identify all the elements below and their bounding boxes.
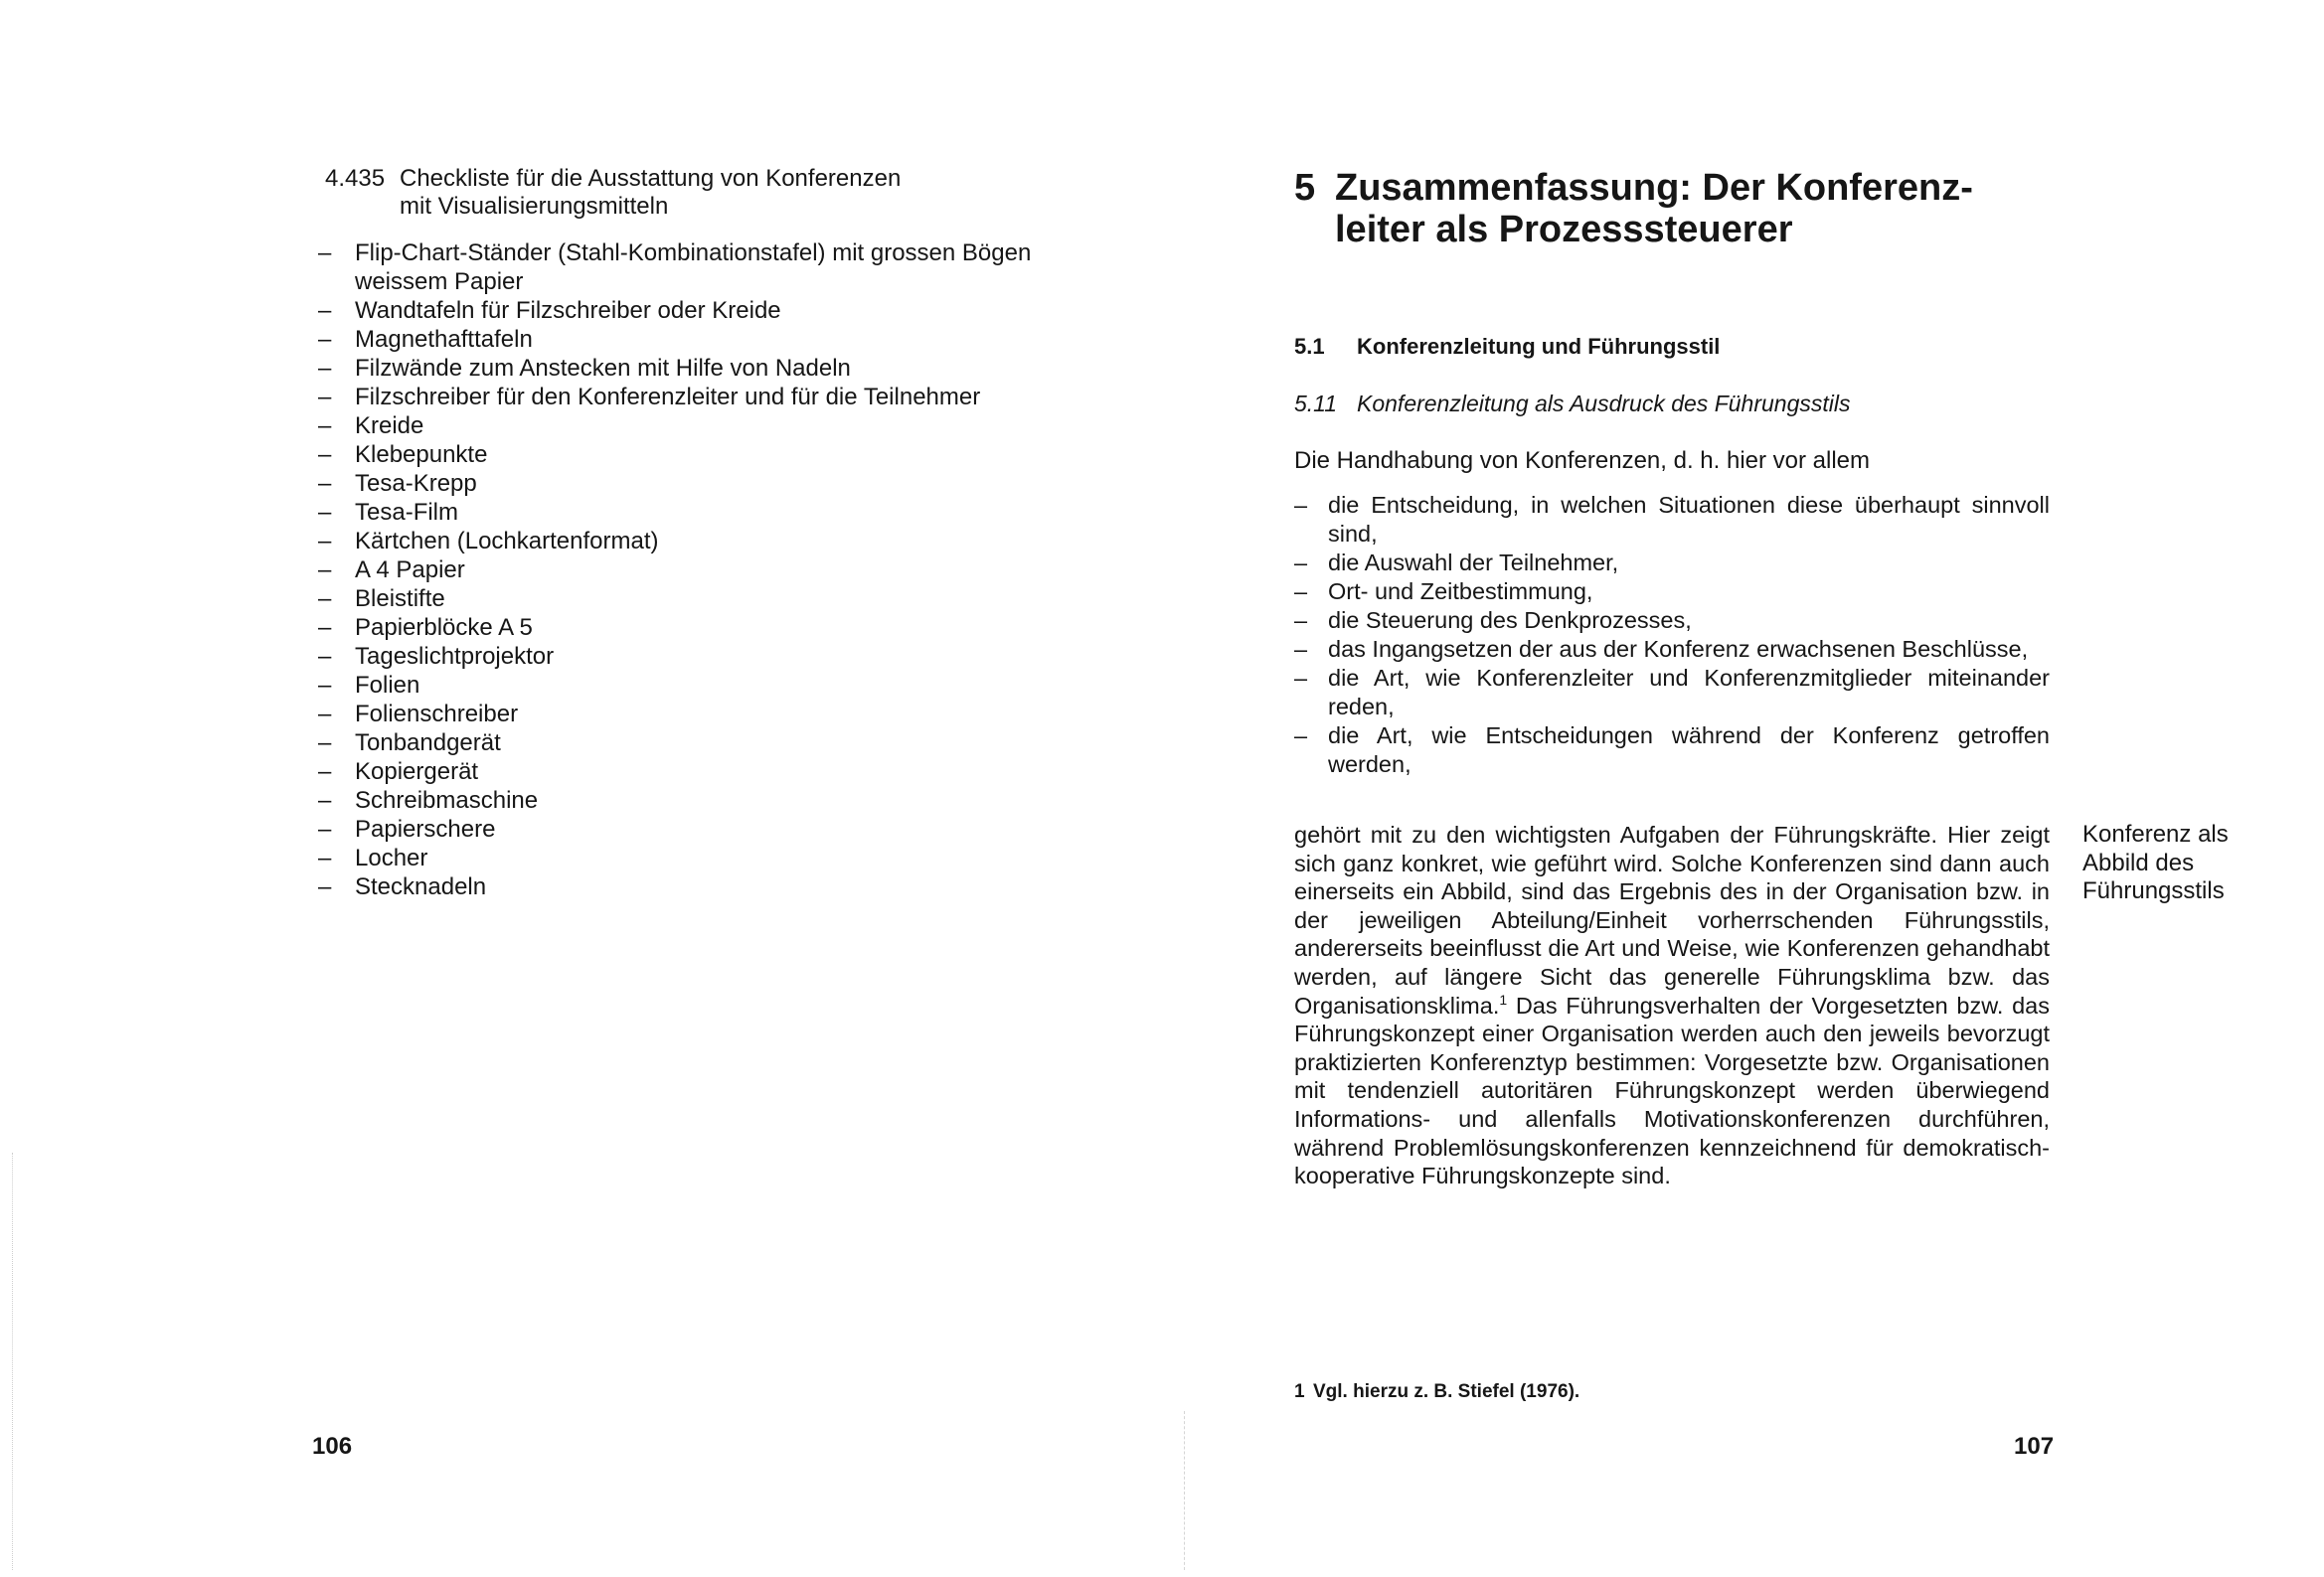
footnote-reference: 1 — [1499, 991, 1508, 1008]
subsection-title: Konferenzleitung als Ausdruck des Führungsstils — [1357, 391, 1851, 416]
checklist-heading — [325, 165, 1041, 221]
list-dash: – — [318, 758, 332, 785]
chapter-title-line1: Zusammenfassung: Der Konferenz- — [1335, 167, 1973, 209]
checklist-item-text: Papierschere — [355, 816, 496, 843]
paragraph-part2: Das Führungsverhalten der Vorgesetzten bzw. das Führungskonzept einer Organisation werden auch den jeweils bevorzugt praktizierten Konferenztyp bestimmen: Vorgesetzte bzw. Organisationen mit tendenziell autoritären Führungskonzept werden überwiegend Informations- und allenfalls Motivationskonferenzen durchführen, während Problemlösungskonferenzen kennzeichnend für demokratisch-kooperative Führungskonzepte sind. — [1294, 992, 2050, 1189]
chapter-title-line2: leiter als Prozesssteuerer — [1335, 209, 1793, 250]
checklist-item-text: Magnethafttafeln — [355, 326, 533, 353]
checklist-item-text: Filzschreiber für den Konferenzleiter und für die Teilnehmer — [355, 384, 981, 410]
list-dash: – — [318, 470, 332, 497]
checklist-item — [318, 296, 1113, 325]
checklist-item — [318, 354, 1113, 383]
aspect-item-text: die Art, wie Entscheidungen während der Konferenz getroffen werden, — [1328, 722, 2050, 777]
checklist-item-text: Folienschreiber — [355, 701, 519, 727]
checklist-item — [318, 325, 1113, 354]
list-dash: – — [318, 499, 332, 526]
scan-edge-artifact — [12, 1153, 31, 1570]
aspect-item — [1294, 635, 2050, 664]
list-dash: – — [318, 412, 332, 439]
list-dash: – — [1294, 636, 1308, 662]
checklist-item-text: Schreibmaschine — [355, 787, 539, 814]
checklist-item — [318, 584, 1113, 613]
checklist-item-text: Kärtchen (Lochkartenformat) — [355, 528, 659, 554]
equipment-checklist — [318, 238, 1113, 901]
subsection-number: 5.11 — [1294, 391, 1338, 416]
list-dash: – — [318, 297, 332, 324]
aspect-item — [1294, 549, 2050, 577]
aspect-item — [1294, 606, 2050, 635]
list-dash: – — [318, 326, 332, 353]
list-dash: – — [318, 528, 332, 554]
checklist-item-text: A 4 Papier — [355, 556, 465, 583]
checklist-item-text: Filzwände zum Anstecken mit Hilfe von Nadeln — [355, 355, 851, 382]
list-dash: – — [318, 845, 332, 871]
checklist-item — [318, 844, 1113, 872]
checklist-item — [318, 527, 1113, 555]
list-dash: – — [318, 701, 332, 727]
aspect-item-text: Ort- und Zeitbestimmung, — [1328, 578, 1593, 604]
aspect-item — [1294, 577, 2050, 606]
list-dash: – — [318, 355, 332, 382]
list-dash: – — [1294, 578, 1308, 604]
list-dash: – — [318, 384, 332, 410]
checklist-item-text: Tesa-Krepp — [355, 470, 477, 497]
right-page — [1162, 0, 2324, 1577]
footnote-number: 1 — [1294, 1381, 1305, 1402]
margin-note: Konferenz als Abbild des Führungsstils — [2082, 821, 2229, 904]
list-dash: – — [1294, 607, 1308, 633]
list-dash: – — [1294, 492, 1308, 518]
checklist-item — [318, 728, 1113, 757]
list-dash: – — [318, 729, 332, 756]
list-dash: – — [318, 672, 332, 699]
aspect-item-text: das Ingangsetzen der aus der Konferenz erwachsenen Beschlüsse, — [1328, 636, 2029, 662]
page-number-left: 106 — [312, 1433, 353, 1460]
checklist-item — [318, 815, 1113, 844]
list-dash: – — [318, 585, 332, 612]
chapter-title — [1294, 167, 2010, 250]
checklist-heading-line1: Checkliste für die Ausstattung von Konferenzen — [400, 165, 902, 192]
section-number: 5.1 — [1294, 334, 1325, 359]
checklist-item-text: Tonbandgerät — [355, 729, 501, 756]
checklist-item-text: Bleistifte — [355, 585, 445, 612]
checklist-item-text: Kreide — [355, 412, 424, 439]
chapter-number: 5 — [1294, 167, 1316, 209]
checklist-item — [318, 757, 1113, 786]
subsection-heading — [1294, 390, 1850, 417]
checklist-item — [318, 642, 1113, 671]
list-dash: – — [318, 873, 332, 900]
checklist-item — [318, 671, 1113, 700]
aspects-list — [1294, 491, 2050, 779]
checklist-heading-number: 4.435 — [325, 165, 386, 192]
list-dash: – — [1294, 550, 1308, 575]
checklist-item-text: Kopiergerät — [355, 758, 479, 785]
aspect-item-text: die Steuerung des Denkprozesses, — [1328, 607, 1692, 633]
page-number-right: 107 — [2014, 1433, 2055, 1460]
aspect-item-text: die Art, wie Konferenzleiter und Konferenzmitglieder miteinander reden, — [1328, 665, 2050, 719]
list-dash: – — [318, 556, 332, 583]
list-dash: – — [318, 816, 332, 843]
checklist-item — [318, 411, 1113, 440]
checklist-item-text: Stecknadeln — [355, 873, 487, 900]
paragraph-part1: gehört mit zu den wichtigsten Aufgaben der Führungskräfte. Hier zeigt sich ganz konkret, wie geführt wird. Solche Konferenzen sind dann auch einerseits ein Abbild, sind das Ergebnis des in der Organisation bzw. in der jeweiligen Abteilung/Einheit vorherrschenden Führungsstils, andererseits beeinflusst die Art und Weise, wie Konferenzen gehandhabt werden, auf längere Sicht das generelle Führungsklima bzw. das Organisationsklima. — [1294, 822, 2050, 1019]
checklist-item — [318, 440, 1113, 469]
checklist-item-text: Klebepunkte — [355, 441, 488, 468]
list-dash: – — [1294, 722, 1308, 748]
checklist-item-text: Wandtafeln für Filzschreiber oder Kreide — [355, 297, 781, 324]
list-dash: – — [1294, 665, 1308, 691]
checklist-item-text: Tageslichtprojektor — [355, 643, 555, 670]
checklist-item-text: Folien — [355, 672, 420, 699]
intro-text: Die Handhabung von Konferenzen, d. h. hier vor allem — [1294, 447, 1871, 474]
checklist-item — [318, 700, 1113, 728]
checklist-item — [318, 555, 1113, 584]
checklist-item-text: Papierblöcke A 5 — [355, 614, 533, 641]
checklist-item-text: Locher — [355, 845, 428, 871]
list-dash: – — [318, 643, 332, 670]
checklist-item — [318, 786, 1113, 815]
gutter-artifact — [1184, 1411, 1186, 1570]
checklist-item-text: Flip-Chart-Ständer (Stahl-Kombinationstafel) mit grossen Bögen weissem Papier — [355, 239, 1032, 295]
checklist-heading-line2: mit Visualisierungsmitteln — [400, 193, 669, 220]
checklist-item — [318, 872, 1113, 901]
list-dash: – — [318, 614, 332, 641]
aspect-item-text: die Entscheidung, in welchen Situationen diese überhaupt sinnvoll sind, — [1328, 492, 2050, 547]
checklist-item — [318, 613, 1113, 642]
checklist-item — [318, 469, 1113, 498]
footnote-text: Vgl. hierzu z. B. Stiefel (1976). — [1313, 1381, 1580, 1402]
aspect-item — [1294, 721, 2050, 779]
list-dash: – — [318, 239, 332, 266]
checklist-item — [318, 383, 1113, 411]
aspect-item-text: die Auswahl der Teilnehmer, — [1328, 550, 1619, 575]
list-dash: – — [318, 787, 332, 814]
checklist-item — [318, 498, 1113, 527]
aspect-item — [1294, 664, 2050, 721]
list-dash: – — [318, 441, 332, 468]
section-heading — [1294, 334, 1720, 360]
checklist-item — [318, 238, 1113, 296]
aspect-item — [1294, 491, 2050, 549]
body-paragraph — [1294, 821, 2050, 1190]
section-title: Konferenzleitung und Führungsstil — [1357, 334, 1721, 359]
footnote — [1294, 1380, 1579, 1404]
checklist-item-text: Tesa-Film — [355, 499, 459, 526]
